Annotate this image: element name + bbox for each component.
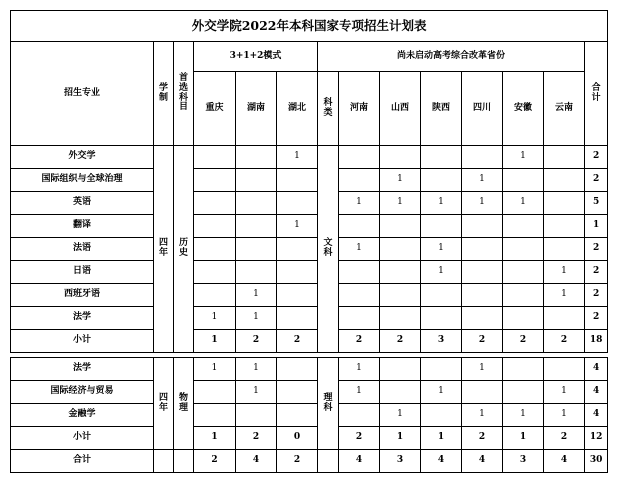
count-cell-shx xyxy=(421,284,462,307)
header-province-hubei: 湖北 xyxy=(277,72,318,146)
header-province-yunnan: 云南 xyxy=(544,72,585,146)
count-cell-yn: 2 xyxy=(544,330,585,353)
count-cell-shx: 3 xyxy=(421,330,462,353)
count-cell-henan xyxy=(339,261,380,284)
count-cell-hn xyxy=(236,261,277,284)
count-cell-sx: 3 xyxy=(380,450,421,473)
table-row xyxy=(11,381,608,404)
count-cell-henan: 1 xyxy=(339,381,380,404)
count-cell-sc xyxy=(462,381,503,404)
major-cell: 英语 xyxy=(11,192,154,215)
empty-cell xyxy=(318,450,339,473)
total-cell: 12 xyxy=(585,427,608,450)
count-cell-henan: 1 xyxy=(339,192,380,215)
count-cell-cq xyxy=(194,261,236,284)
count-cell-henan xyxy=(339,307,380,330)
total-cell: 4 xyxy=(585,381,608,404)
count-cell-ah: 1 xyxy=(503,146,544,169)
count-cell-sx: 1 xyxy=(380,427,421,450)
count-cell-yn: 2 xyxy=(544,427,585,450)
count-cell-henan: 4 xyxy=(339,450,380,473)
count-cell-henan: 2 xyxy=(339,427,380,450)
count-cell-sx xyxy=(380,381,421,404)
count-cell-hb xyxy=(277,169,318,192)
table-row xyxy=(11,215,608,238)
count-cell-shx xyxy=(421,169,462,192)
table-row xyxy=(11,358,608,381)
header-province-chongqing: 重庆 xyxy=(194,72,236,146)
table-row xyxy=(11,261,608,284)
major-cell: 法学 xyxy=(11,307,154,330)
duration-cell: 四年 xyxy=(154,358,174,450)
page-title: 外交学院2022年本科国家专项招生计划表 xyxy=(11,11,608,42)
count-cell-henan xyxy=(339,169,380,192)
category-cell: 文科 xyxy=(318,146,339,353)
count-cell-hn xyxy=(236,404,277,427)
total-cell: 2 xyxy=(585,169,608,192)
category-cell: 理科 xyxy=(318,358,339,450)
count-cell-cq xyxy=(194,284,236,307)
count-cell-sc xyxy=(462,307,503,330)
total-cell: 18 xyxy=(585,330,608,353)
count-cell-ah: 1 xyxy=(503,427,544,450)
count-cell-hn xyxy=(236,169,277,192)
major-cell: 小计 xyxy=(11,330,154,353)
count-cell-yn xyxy=(544,358,585,381)
header-reform-group: 尚未启动高考综合改革省份 xyxy=(318,42,585,72)
major-cell: 西班牙语 xyxy=(11,284,154,307)
count-cell-sc: 1 xyxy=(462,404,503,427)
header-province-sichuan: 四川 xyxy=(462,72,503,146)
count-cell-sx xyxy=(380,284,421,307)
count-cell-ah xyxy=(503,284,544,307)
total-cell: 5 xyxy=(585,192,608,215)
count-cell-hb xyxy=(277,358,318,381)
count-cell-shx: 1 xyxy=(421,381,462,404)
count-cell-yn: 4 xyxy=(544,450,585,473)
count-cell-hn: 1 xyxy=(236,284,277,307)
major-cell: 国际组织与全球治理 xyxy=(11,169,154,192)
count-cell-shx: 1 xyxy=(421,192,462,215)
total-cell: 2 xyxy=(585,146,608,169)
count-cell-ah: 1 xyxy=(503,192,544,215)
count-cell-hb xyxy=(277,192,318,215)
total-cell: 4 xyxy=(585,404,608,427)
header-duration: 学制 xyxy=(154,42,174,146)
count-cell-cq: 2 xyxy=(194,450,236,473)
count-cell-yn xyxy=(544,169,585,192)
count-cell-shx xyxy=(421,358,462,381)
count-cell-sx: 1 xyxy=(380,404,421,427)
major-cell: 日语 xyxy=(11,261,154,284)
count-cell-ah xyxy=(503,238,544,261)
table-row xyxy=(11,404,608,427)
count-cell-hb: 1 xyxy=(277,215,318,238)
count-cell-sc xyxy=(462,146,503,169)
count-cell-hb xyxy=(277,381,318,404)
count-cell-yn xyxy=(544,307,585,330)
count-cell-henan: 1 xyxy=(339,238,380,261)
count-cell-cq: 1 xyxy=(194,358,236,381)
count-cell-hb xyxy=(277,307,318,330)
count-cell-ah xyxy=(503,381,544,404)
header-first-subject: 首选科目 xyxy=(174,42,194,146)
header-mode-group: 3+1+2模式 xyxy=(194,42,318,72)
count-cell-hn: 1 xyxy=(236,358,277,381)
subtotal-row xyxy=(11,330,608,353)
header-major: 招生专业 xyxy=(11,42,154,146)
table-row xyxy=(11,192,608,215)
count-cell-hb xyxy=(277,261,318,284)
table-row xyxy=(11,284,608,307)
empty-cell xyxy=(174,450,194,473)
count-cell-sc xyxy=(462,284,503,307)
major-cell: 国际经济与贸易 xyxy=(11,381,154,404)
count-cell-hb: 0 xyxy=(277,427,318,450)
count-cell-sc xyxy=(462,238,503,261)
count-cell-sx: 1 xyxy=(380,192,421,215)
subject-cell: 物理 xyxy=(174,358,194,450)
major-cell: 外交学 xyxy=(11,146,154,169)
header-province-anhui: 安徽 xyxy=(503,72,544,146)
count-cell-sx xyxy=(380,146,421,169)
grand-total-row xyxy=(11,450,608,473)
count-cell-hn: 2 xyxy=(236,330,277,353)
count-cell-ah xyxy=(503,169,544,192)
count-cell-yn: 1 xyxy=(544,261,585,284)
count-cell-sc: 1 xyxy=(462,169,503,192)
count-cell-hn: 1 xyxy=(236,307,277,330)
count-cell-sx xyxy=(380,358,421,381)
count-cell-ah xyxy=(503,358,544,381)
count-cell-ah: 2 xyxy=(503,330,544,353)
total-cell: 2 xyxy=(585,284,608,307)
empty-cell xyxy=(154,450,174,473)
subtotal-row xyxy=(11,427,608,450)
count-cell-hb: 2 xyxy=(277,330,318,353)
count-cell-hn xyxy=(236,215,277,238)
total-cell: 4 xyxy=(585,358,608,381)
major-cell: 金融学 xyxy=(11,404,154,427)
count-cell-sx xyxy=(380,261,421,284)
total-cell: 2 xyxy=(585,261,608,284)
count-cell-yn: 1 xyxy=(544,284,585,307)
count-cell-sx: 2 xyxy=(380,330,421,353)
count-cell-sx xyxy=(380,215,421,238)
count-cell-cq xyxy=(194,381,236,404)
count-cell-yn xyxy=(544,238,585,261)
count-cell-hn xyxy=(236,192,277,215)
count-cell-cq xyxy=(194,404,236,427)
count-cell-sc: 1 xyxy=(462,192,503,215)
count-cell-shx xyxy=(421,307,462,330)
count-cell-yn xyxy=(544,215,585,238)
count-cell-ah: 1 xyxy=(503,404,544,427)
count-cell-sc: 2 xyxy=(462,330,503,353)
major-cell: 合计 xyxy=(11,450,154,473)
count-cell-hn: 4 xyxy=(236,450,277,473)
enrollment-plan-sheet xyxy=(10,10,607,469)
header-category: 科类 xyxy=(318,72,339,146)
count-cell-henan xyxy=(339,404,380,427)
count-cell-shx xyxy=(421,404,462,427)
duration-cell: 四年 xyxy=(154,146,174,353)
count-cell-cq xyxy=(194,192,236,215)
count-cell-hn xyxy=(236,146,277,169)
count-cell-yn: 1 xyxy=(544,404,585,427)
table-row xyxy=(11,307,608,330)
count-cell-cq: 1 xyxy=(194,307,236,330)
count-cell-cq xyxy=(194,146,236,169)
count-cell-cq: 1 xyxy=(194,330,236,353)
count-cell-cq xyxy=(194,238,236,261)
count-cell-henan: 2 xyxy=(339,330,380,353)
count-cell-shx xyxy=(421,215,462,238)
count-cell-henan xyxy=(339,284,380,307)
count-cell-hb xyxy=(277,284,318,307)
count-cell-cq xyxy=(194,215,236,238)
count-cell-shx: 4 xyxy=(421,450,462,473)
count-cell-shx: 1 xyxy=(421,238,462,261)
count-cell-sc: 4 xyxy=(462,450,503,473)
count-cell-ah xyxy=(503,307,544,330)
count-cell-hb: 1 xyxy=(277,146,318,169)
count-cell-shx xyxy=(421,146,462,169)
count-cell-ah: 3 xyxy=(503,450,544,473)
count-cell-sc xyxy=(462,261,503,284)
total-cell: 2 xyxy=(585,307,608,330)
table-row xyxy=(11,169,608,192)
count-cell-sx xyxy=(380,307,421,330)
count-cell-shx: 1 xyxy=(421,427,462,450)
total-cell: 30 xyxy=(585,450,608,473)
count-cell-hb: 2 xyxy=(277,450,318,473)
count-cell-yn xyxy=(544,146,585,169)
count-cell-hn: 1 xyxy=(236,381,277,404)
count-cell-hb xyxy=(277,238,318,261)
count-cell-sc: 2 xyxy=(462,427,503,450)
count-cell-sc: 1 xyxy=(462,358,503,381)
total-cell: 1 xyxy=(585,215,608,238)
count-cell-yn: 1 xyxy=(544,381,585,404)
count-cell-hn: 2 xyxy=(236,427,277,450)
count-cell-sx: 1 xyxy=(380,169,421,192)
header-province-hunan: 湖南 xyxy=(236,72,277,146)
header-total: 合计 xyxy=(585,42,608,146)
count-cell-hb xyxy=(277,404,318,427)
major-cell: 翻译 xyxy=(11,215,154,238)
count-cell-yn xyxy=(544,192,585,215)
major-cell: 法语 xyxy=(11,238,154,261)
count-cell-shx: 1 xyxy=(421,261,462,284)
count-cell-cq xyxy=(194,169,236,192)
count-cell-sx xyxy=(380,238,421,261)
total-cell: 2 xyxy=(585,238,608,261)
count-cell-henan xyxy=(339,146,380,169)
count-cell-cq: 1 xyxy=(194,427,236,450)
count-cell-henan xyxy=(339,215,380,238)
major-cell: 法学 xyxy=(11,358,154,381)
header-province-shaanxi: 陕西 xyxy=(421,72,462,146)
subject-cell: 历史 xyxy=(174,146,194,353)
header-province-shanxi: 山西 xyxy=(380,72,421,146)
header-province-henan: 河南 xyxy=(339,72,380,146)
table-row xyxy=(11,146,608,169)
count-cell-sc xyxy=(462,215,503,238)
count-cell-hn xyxy=(236,238,277,261)
count-cell-ah xyxy=(503,261,544,284)
major-cell: 小计 xyxy=(11,427,154,450)
count-cell-henan: 1 xyxy=(339,358,380,381)
table-row xyxy=(11,238,608,261)
enrollment-plan-table xyxy=(10,10,608,473)
count-cell-ah xyxy=(503,215,544,238)
